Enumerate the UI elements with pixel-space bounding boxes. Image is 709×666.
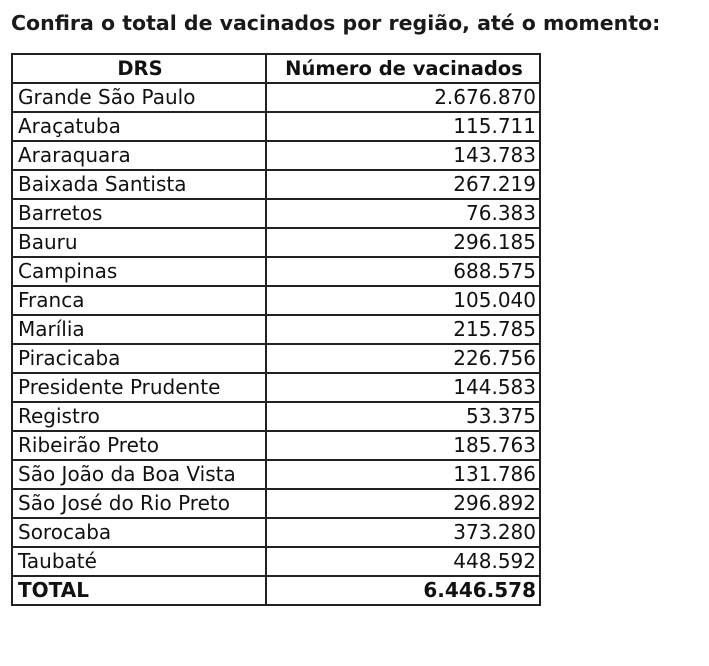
vaccination-table <box>11 53 541 606</box>
header-drs: DRS <box>12 54 266 83</box>
table-row <box>12 431 540 460</box>
vaccinated-count: 131.786 <box>266 460 540 489</box>
region-name: Barretos <box>12 199 266 228</box>
vaccinated-count: 373.280 <box>266 518 540 547</box>
region-name: Araçatuba <box>12 112 266 141</box>
table-row <box>12 373 540 402</box>
table-row <box>12 489 540 518</box>
region-name: Campinas <box>12 257 266 286</box>
header-vaccinated: Número de vacinados <box>266 54 540 83</box>
region-name: Baixada Santista <box>12 170 266 199</box>
region-name: Registro <box>12 402 266 431</box>
table-row <box>12 402 540 431</box>
vaccinated-count: 226.756 <box>266 344 540 373</box>
table-row <box>12 112 540 141</box>
page-heading: Confira o total de vacinados por região, até o momento: <box>11 11 661 35</box>
table-row <box>12 547 540 576</box>
region-name: Taubaté <box>12 547 266 576</box>
vaccinated-count: 448.592 <box>266 547 540 576</box>
region-name: Araraquara <box>12 141 266 170</box>
vaccinated-count: 2.676.870 <box>266 83 540 112</box>
vaccinated-count: 76.383 <box>266 199 540 228</box>
table-row <box>12 518 540 547</box>
total-value: 6.446.578 <box>266 576 540 605</box>
vaccinated-count: 105.040 <box>266 286 540 315</box>
region-name: Piracicaba <box>12 344 266 373</box>
vaccinated-count: 267.219 <box>266 170 540 199</box>
region-name: São João da Boa Vista <box>12 460 266 489</box>
vaccinated-count: 296.185 <box>266 228 540 257</box>
region-name: Franca <box>12 286 266 315</box>
vaccinated-count: 143.783 <box>266 141 540 170</box>
table-row <box>12 257 540 286</box>
region-name: Sorocaba <box>12 518 266 547</box>
table-row <box>12 83 540 112</box>
region-name: Ribeirão Preto <box>12 431 266 460</box>
table-row <box>12 228 540 257</box>
region-name: Grande São Paulo <box>12 83 266 112</box>
vaccinated-count: 115.711 <box>266 112 540 141</box>
table-row <box>12 315 540 344</box>
table-row <box>12 170 540 199</box>
region-name: Marília <box>12 315 266 344</box>
table-row <box>12 344 540 373</box>
vaccinated-count: 144.583 <box>266 373 540 402</box>
vaccinated-count: 688.575 <box>266 257 540 286</box>
region-name: Bauru <box>12 228 266 257</box>
table-row <box>12 460 540 489</box>
vaccinated-count: 53.375 <box>266 402 540 431</box>
table-header-row <box>12 54 540 83</box>
vaccinated-count: 215.785 <box>266 315 540 344</box>
region-name: Presidente Prudente <box>12 373 266 402</box>
table-row <box>12 199 540 228</box>
region-name: São José do Rio Preto <box>12 489 266 518</box>
vaccinated-count: 185.763 <box>266 431 540 460</box>
total-row <box>12 576 540 605</box>
total-label: TOTAL <box>12 576 266 605</box>
vaccinated-count: 296.892 <box>266 489 540 518</box>
table-row <box>12 286 540 315</box>
table-row <box>12 141 540 170</box>
